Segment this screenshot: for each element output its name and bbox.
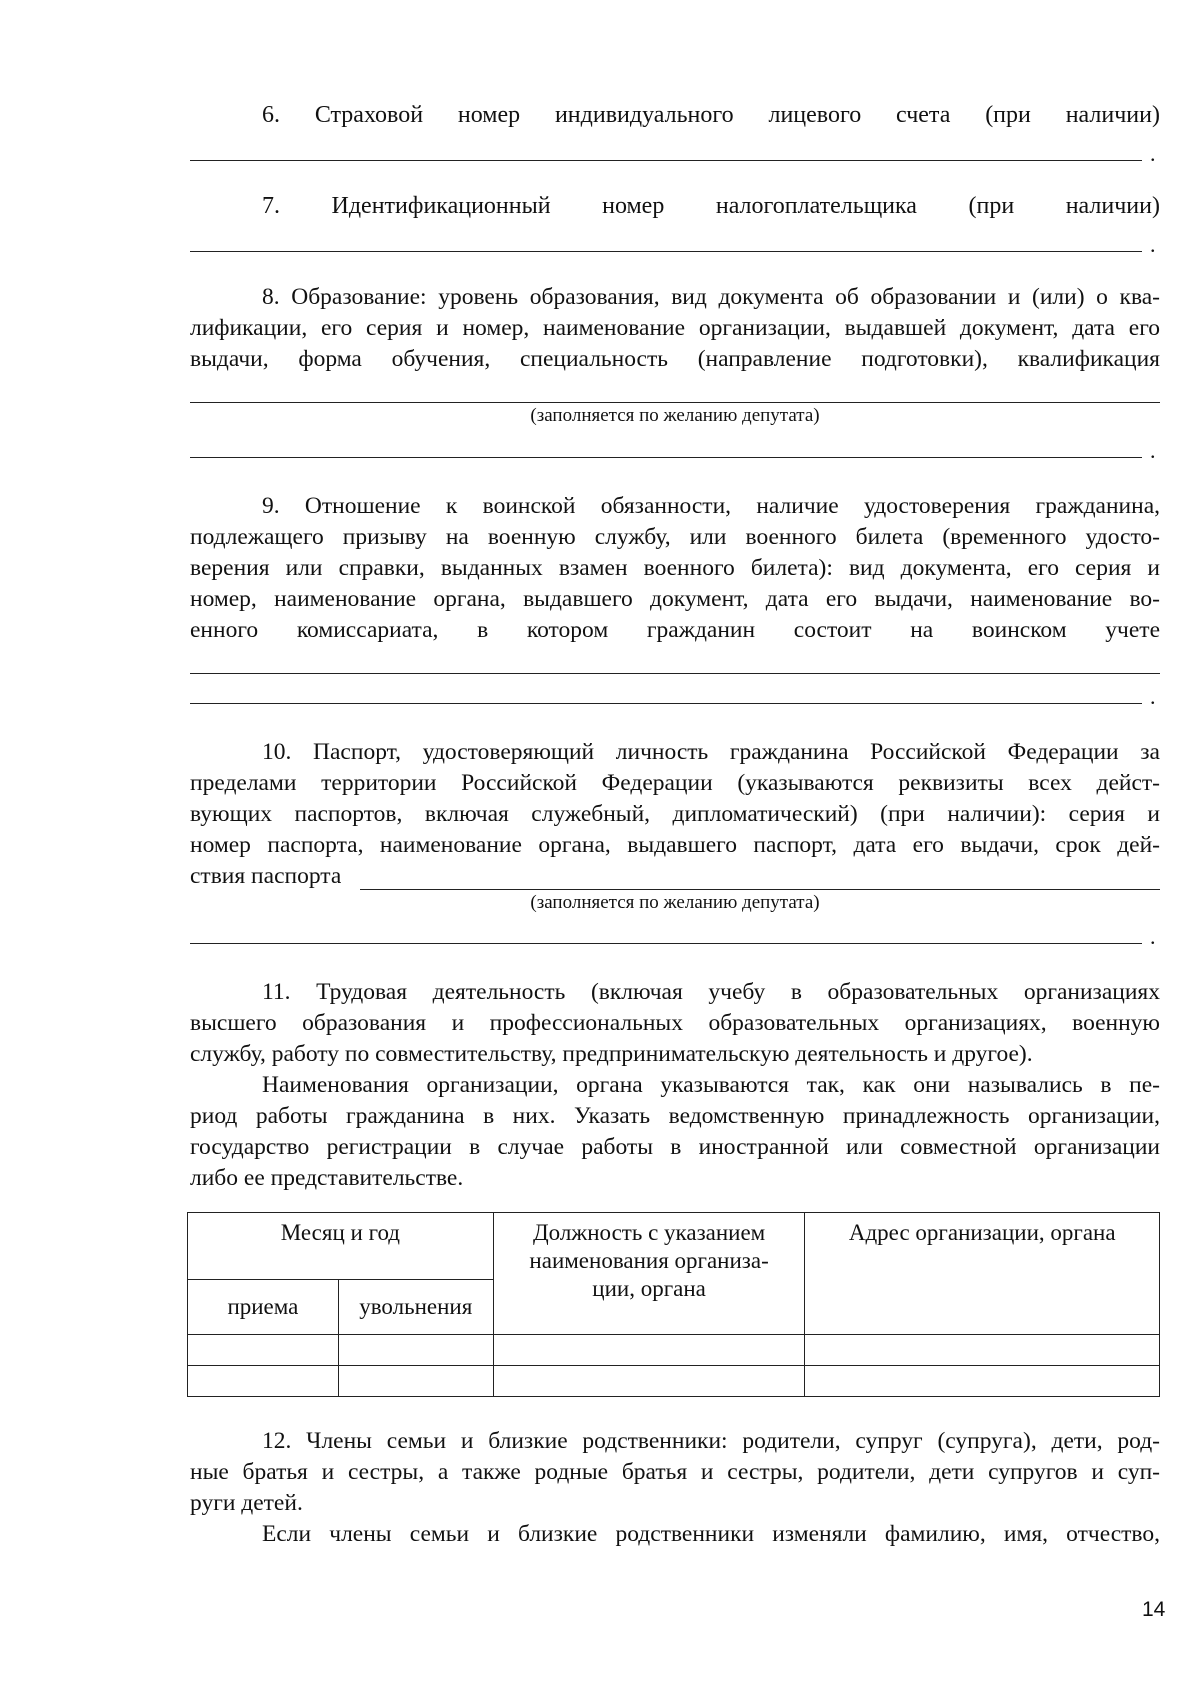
text-line: государство регистрации в случае работы в иностранной или совместной организации [190,1134,1160,1160]
table-cell[interactable] [805,1366,1160,1397]
header-position: Должность с указанием наименования организа- ции, органа [493,1213,805,1335]
fill-line-inn[interactable] [190,251,1142,252]
word: налогоплательщика [715,193,917,219]
word: лицевого [768,102,862,128]
word: наличии) [1065,193,1160,219]
table-cell[interactable] [493,1366,805,1397]
line-end-dot: . [1150,141,1156,166]
table-cell[interactable] [493,1335,805,1366]
table-cell[interactable] [188,1366,339,1397]
section-6-heading [190,100,1160,131]
word: 7. [262,193,280,219]
word: Страховой [314,102,424,128]
fill-line-snils[interactable] [190,160,1142,161]
fill-line-passport[interactable] [360,889,1160,890]
word: (при [985,102,1031,128]
text-line: 8. Образование: уровень образования, вид документа об образовании и (или) о ква- [262,284,1160,310]
text-line: вующих паспортов, включая служебный, дипломатический) (при наличии): серия и [190,801,1160,827]
line-end-dot: . [1150,684,1156,709]
fill-line-education-2[interactable] [190,457,1142,458]
page-number: 14 [1142,1598,1166,1621]
text-line: 12. Члены семьи и близкие родственники: родители, супруг (супруга), дети, род- [262,1428,1160,1454]
text-line: верения или справки, выданных взамен военного билета): вид документа, его серия и [190,555,1160,581]
text-line: службу, работу по совместительству, предпринимательскую деятельность и другое). [190,1041,1033,1067]
word: (при [968,193,1015,219]
work-history-table [187,1212,1160,1397]
section-11-text [190,977,1160,1194]
word: счета [896,102,951,128]
line-end-dot: . [1150,438,1156,463]
word: Идентификационный [331,193,551,219]
text-line: Если члены семьи и близкие родственники изменяли фамилию, имя, отчество, [262,1521,1160,1547]
section-8-text [190,282,1160,375]
word: 6. [262,102,280,128]
table-row [188,1335,1160,1366]
text-line: пределами территории Российской Федерации (указываются реквизиты всех дейст- [190,770,1160,796]
header-hire: приема [188,1280,339,1335]
section-10-text [190,737,1160,892]
caption-optional: (заполняется по желанию депутата) [530,892,820,913]
fill-line-military[interactable] [190,673,1160,674]
word: наличии) [1065,102,1160,128]
fill-line-military-2[interactable] [190,703,1142,704]
text-line: выдачи, форма обучения, специальность (направление подготовки), квалификация [190,346,1160,372]
text-line: 9. Отношение к воинской обязанности, наличие удостоверения гражданина, [262,493,1160,519]
word: номер [457,102,521,128]
table-cell[interactable] [338,1335,493,1366]
text-line: высшего образования и профессиональных образовательных организациях, военную [190,1010,1160,1036]
text-line: подлежащего призыву на военную службу, или военного билета (временного удосто- [190,524,1160,550]
text-line: риод работы гражданина в них. Указать ведомственную принадлежность организации, [190,1103,1160,1129]
section-12-text [190,1426,1160,1550]
text-line: ствия паспорта [190,863,342,889]
fill-line-passport-2[interactable] [190,943,1142,944]
section-7-heading [190,191,1160,222]
text-line: ные братья и сестры, а также родные братья и сестры, родители, дети супругов и суп- [190,1459,1160,1485]
word: индивидуального [554,102,734,128]
table-row [188,1366,1160,1397]
caption-optional: (заполняется по желанию депутата) [530,405,820,426]
text-line: лификации, его серия и номер, наименование организации, выдавшей документ, дата его [190,315,1160,341]
table-cell[interactable] [188,1335,339,1366]
text-line: енного комиссариата, в котором гражданин состоит на воинском учете [190,617,1160,643]
text-line: 10. Паспорт, удостоверяющий личность гражданина Российской Федерации за [262,739,1160,765]
text-line: руги детей. [190,1490,303,1516]
header-dismiss: увольнения [338,1280,493,1335]
text-line: номер паспорта, наименование органа, выдавшего паспорт, дата его выдачи, срок дей- [190,832,1160,858]
table-cell[interactable] [805,1335,1160,1366]
header-address: Адрес организации, органа [805,1213,1160,1335]
text-line: Наименования организации, органа указываются так, как они назывались в пе- [262,1072,1160,1098]
table-cell[interactable] [338,1366,493,1397]
header-month-year: Месяц и год [188,1213,494,1280]
word: номер [602,193,665,219]
text-line: 11. Трудовая деятельность (включая учебу в образовательных организациях [262,979,1160,1005]
line-end-dot: . [1150,924,1156,949]
text-line: либо ее представительстве. [190,1165,464,1191]
text-line: номер, наименование органа, выдавшего документ, дата его выдачи, наименование во- [190,586,1160,612]
section-9-text [190,491,1160,646]
fill-line-education[interactable] [190,402,1160,403]
line-end-dot: . [1150,232,1156,257]
